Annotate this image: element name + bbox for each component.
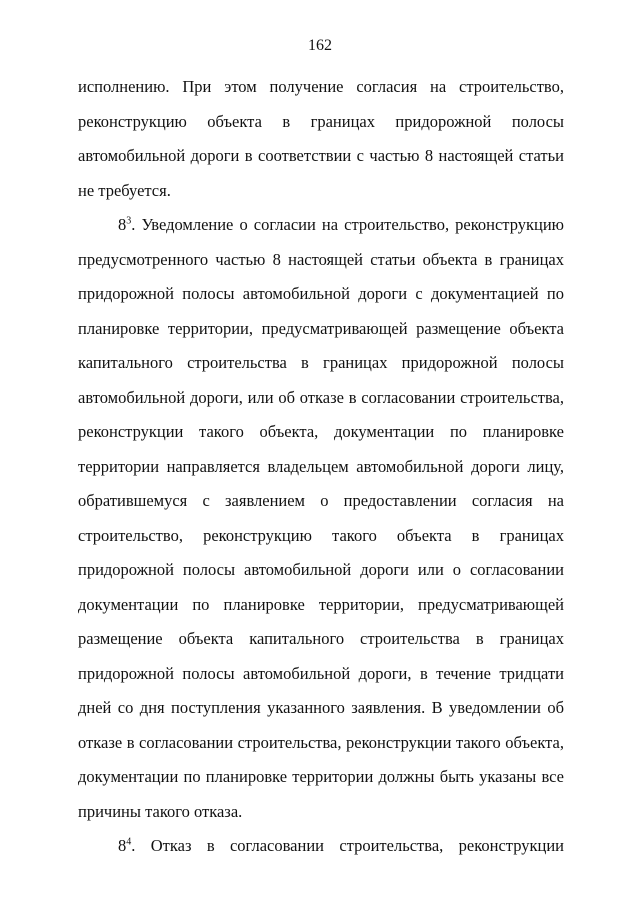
paragraph-number-superscript: 4 <box>126 836 132 848</box>
document-body <box>78 70 564 864</box>
paragraph-text: . Отказ в согласовании строительства, реконструкции <box>131 836 564 855</box>
paragraph-8-4 <box>78 829 564 864</box>
paragraph-text: . Уведомление о согласии на строительство, реконструкцию предусмотренного частью 8 настоящей статьи объекта в границах придорожной полосы автомобильной дороги с документацией по планировке территории, предусматривающей размещение объекта капитального строительства в границах придорожной полосы автомобильной дороги, или об отказе в согласовании строительства, реконструкции такого объекта, документации по планировке территории направляется владельцем автомобильной дороги лицу, обратившемуся с заявлением о предоставлении согласия на строительство, реконструкцию такого объекта в границах придорожной полосы автомобильной дороги или о согласовании документации по планировке территории, предусматривающей размещение объекта капитального строительства в границах придорожной полосы автомобильной дороги, в течение тридцати дней со дня поступления указанного заявления. В уведомлении об отказе в согласовании строительства, реконструкции такого объекта, документации по планировке территории должны быть указаны все причины такого отказа. <box>78 215 564 821</box>
paragraph-number-superscript: 3 <box>126 215 132 227</box>
page-number: 162 <box>308 37 332 54</box>
paragraph-continuation: исполнению. При этом получение согласия на строительство, реконструкцию объекта в границах придорожной полосы автомобильной дороги в соответствии с частью 8 настоящей статьи не требуется. <box>78 77 564 200</box>
paragraph-number: 8 <box>118 215 127 234</box>
paragraph-8-3 <box>78 208 564 829</box>
paragraph-number: 8 <box>118 836 127 855</box>
